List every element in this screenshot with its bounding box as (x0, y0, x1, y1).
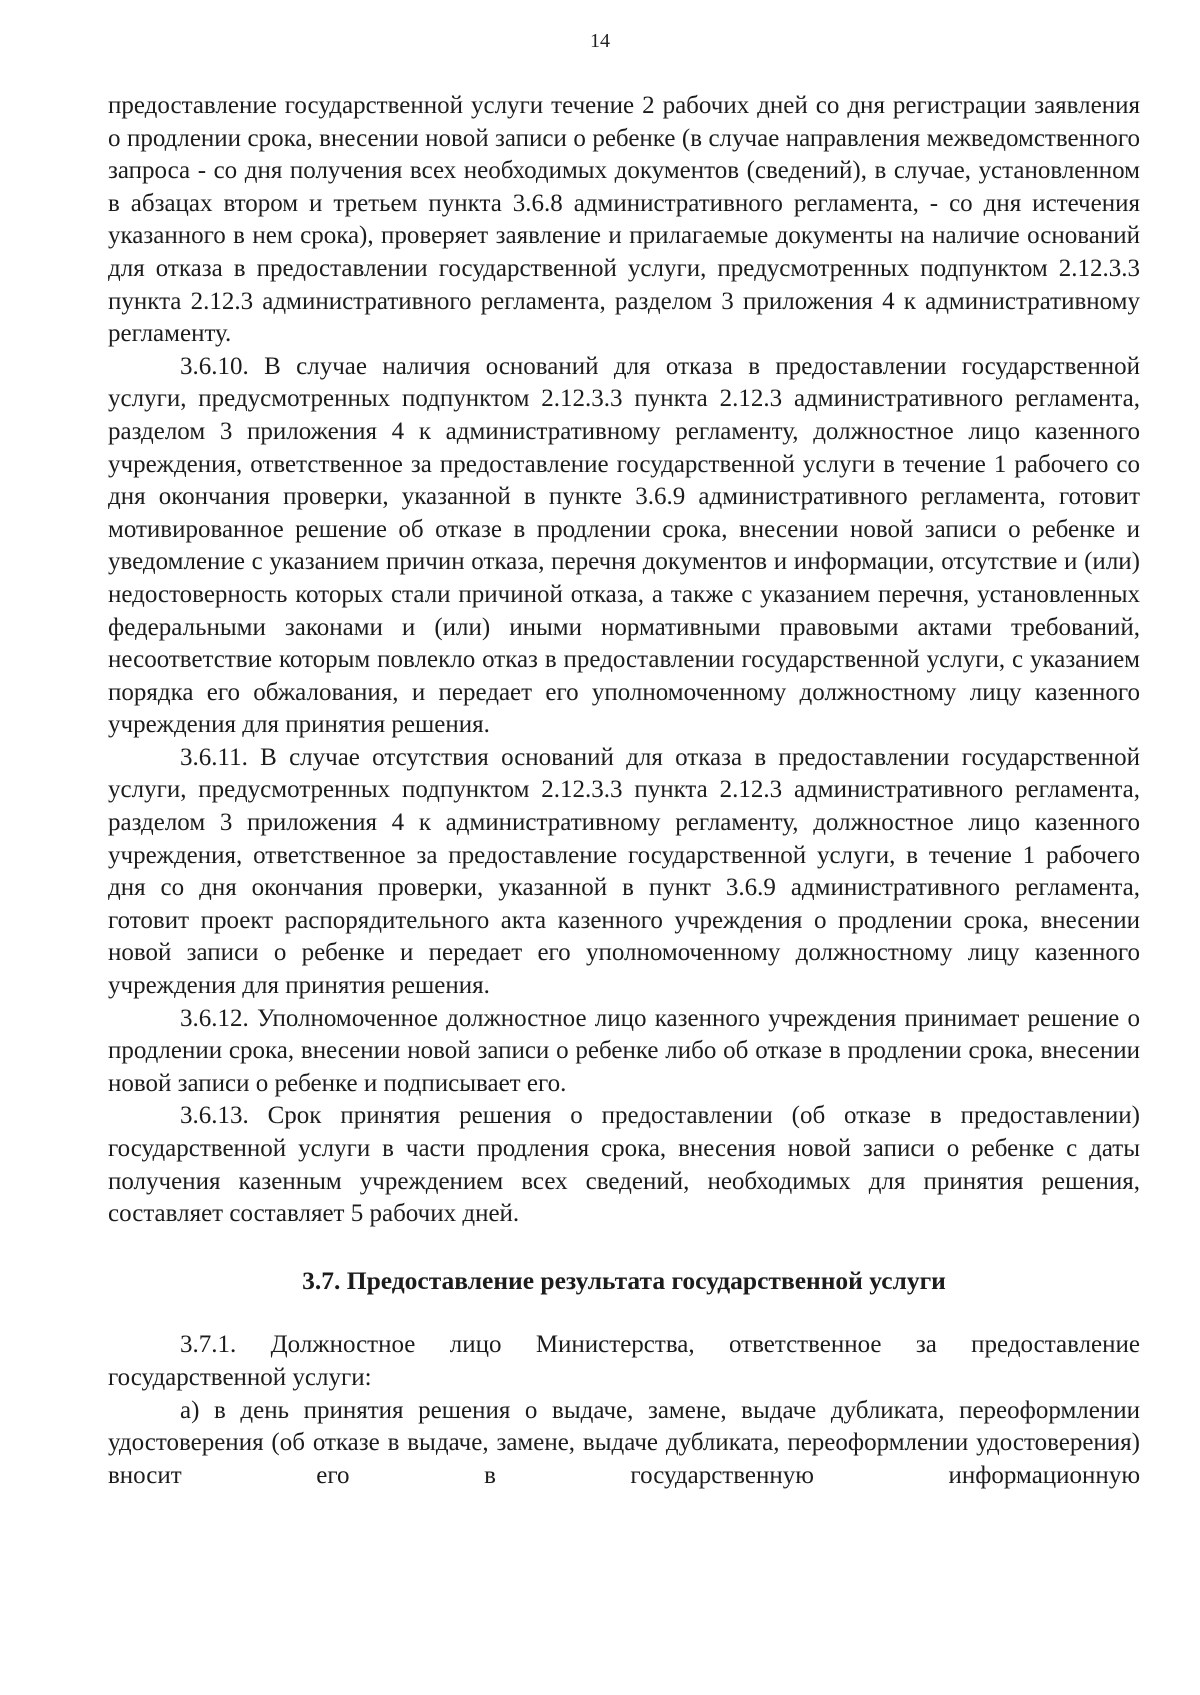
paragraph-3-6-10: 3.6.10. В случае наличия оснований для отказа в предоставлении государственной услуги, предусмотренных подпунктом 2.12.3.3 пункта 2.12.3 административного регламента, разделом 3 приложения 4 к административному регламенту, должностное лицо казенного учреждения, ответственное за предоставление государственной услуги в течение 1 рабочего со дня окончания проверки, указанной в пункте 3.6.9 административного регламента, готовит мотивированное решение об отказе в продлении срока, внесении новой записи о ребенке и уведомление с указанием причин отказа, перечня документов и информации, отсутствие и (или) недостоверность которых стали причиной отказа, а также с указанием перечня, установленных федеральными законами и (или) иными нормативными правовыми актами требований, несоответствие которым повлекло отказ в предоставлении государственной услуги, с указанием порядка его обжалования, и передает его уполномоченному должностному лицу казенного учреждения для принятия решения. (108, 352, 1140, 739)
paragraph-3-6-12: 3.6.12. Уполномоченное должностное лицо казенного учреждения принимает решение о продлении срока, внесении новой записи о ребенке либо об отказе в продлении срока, внесении новой записи о ребенке и подписывает его. (108, 1004, 1140, 1097)
page-number: 14 (590, 30, 610, 52)
paragraph-3-7-1: 3.7.1. Должностное лицо Министерства, ответственное за предоставление государственной услуги: (108, 1331, 1140, 1391)
paragraph-3-6-11: 3.6.11. В случае отсутствия оснований для отказа в предоставлении государственной услуги, предусмотренных подпунктом 2.12.3.3 пункта 2.12.3 административного регламента, разделом 3 приложения 4 к административному регламенту, должностное лицо казенного учреждения, ответственное за предоставление государственной услуги, в течение 1 рабочего дня со дня окончания проверки, указанной в пункт 3.6.9 административного регламента, готовит проект распорядительного акта казенного учреждения о продлении срока, внесении новой записи о ребенке и передает его уполномоченному должностному лицу казенного учреждения для принятия решения. (108, 743, 1140, 1000)
document-body (108, 90, 1140, 1492)
paragraph-3-7-1-a: а) в день принятия решения о выдаче, замене, выдаче дубликата, переоформлении удостоверения (об отказе в выдаче, замене, выдаче дубликата, переоформлении удостоверения) вносит его в государственную информационную (108, 1396, 1140, 1489)
paragraph-3-6-13: 3.6.13. Срок принятия решения о предоставлении (об отказе в предоставлении) государственной услуги в части продления срока, внесения новой записи о ребенке с даты получения казенным учреждением всех сведений, необходимых для принятия решения, составляет составляет 5 рабочих дней. (108, 1102, 1140, 1228)
section-heading-3-7: 3.7. Предоставление результата государственной услуги (302, 1265, 946, 1295)
paragraph-continuation: предоставление государственной услуги течение 2 рабочих дней со дня регистрации заявления о продлении срока, внесении новой записи о ребенке (в случае направления межведомственного запроса - со дня получения всех необходимых документов (сведений), в случае, установленном в абзацах втором и третьем пункта 3.6.8 административного регламента, - со дня истечения указанного в нем срока), проверяет заявление и прилагаемые документы на наличие оснований для отказа в предоставлении государственной услуги, предусмотренных подпунктом 2.12.3.3 пункта 2.12.3 административного регламента, разделом 3 приложения 4 к административному регламенту. (108, 92, 1140, 348)
